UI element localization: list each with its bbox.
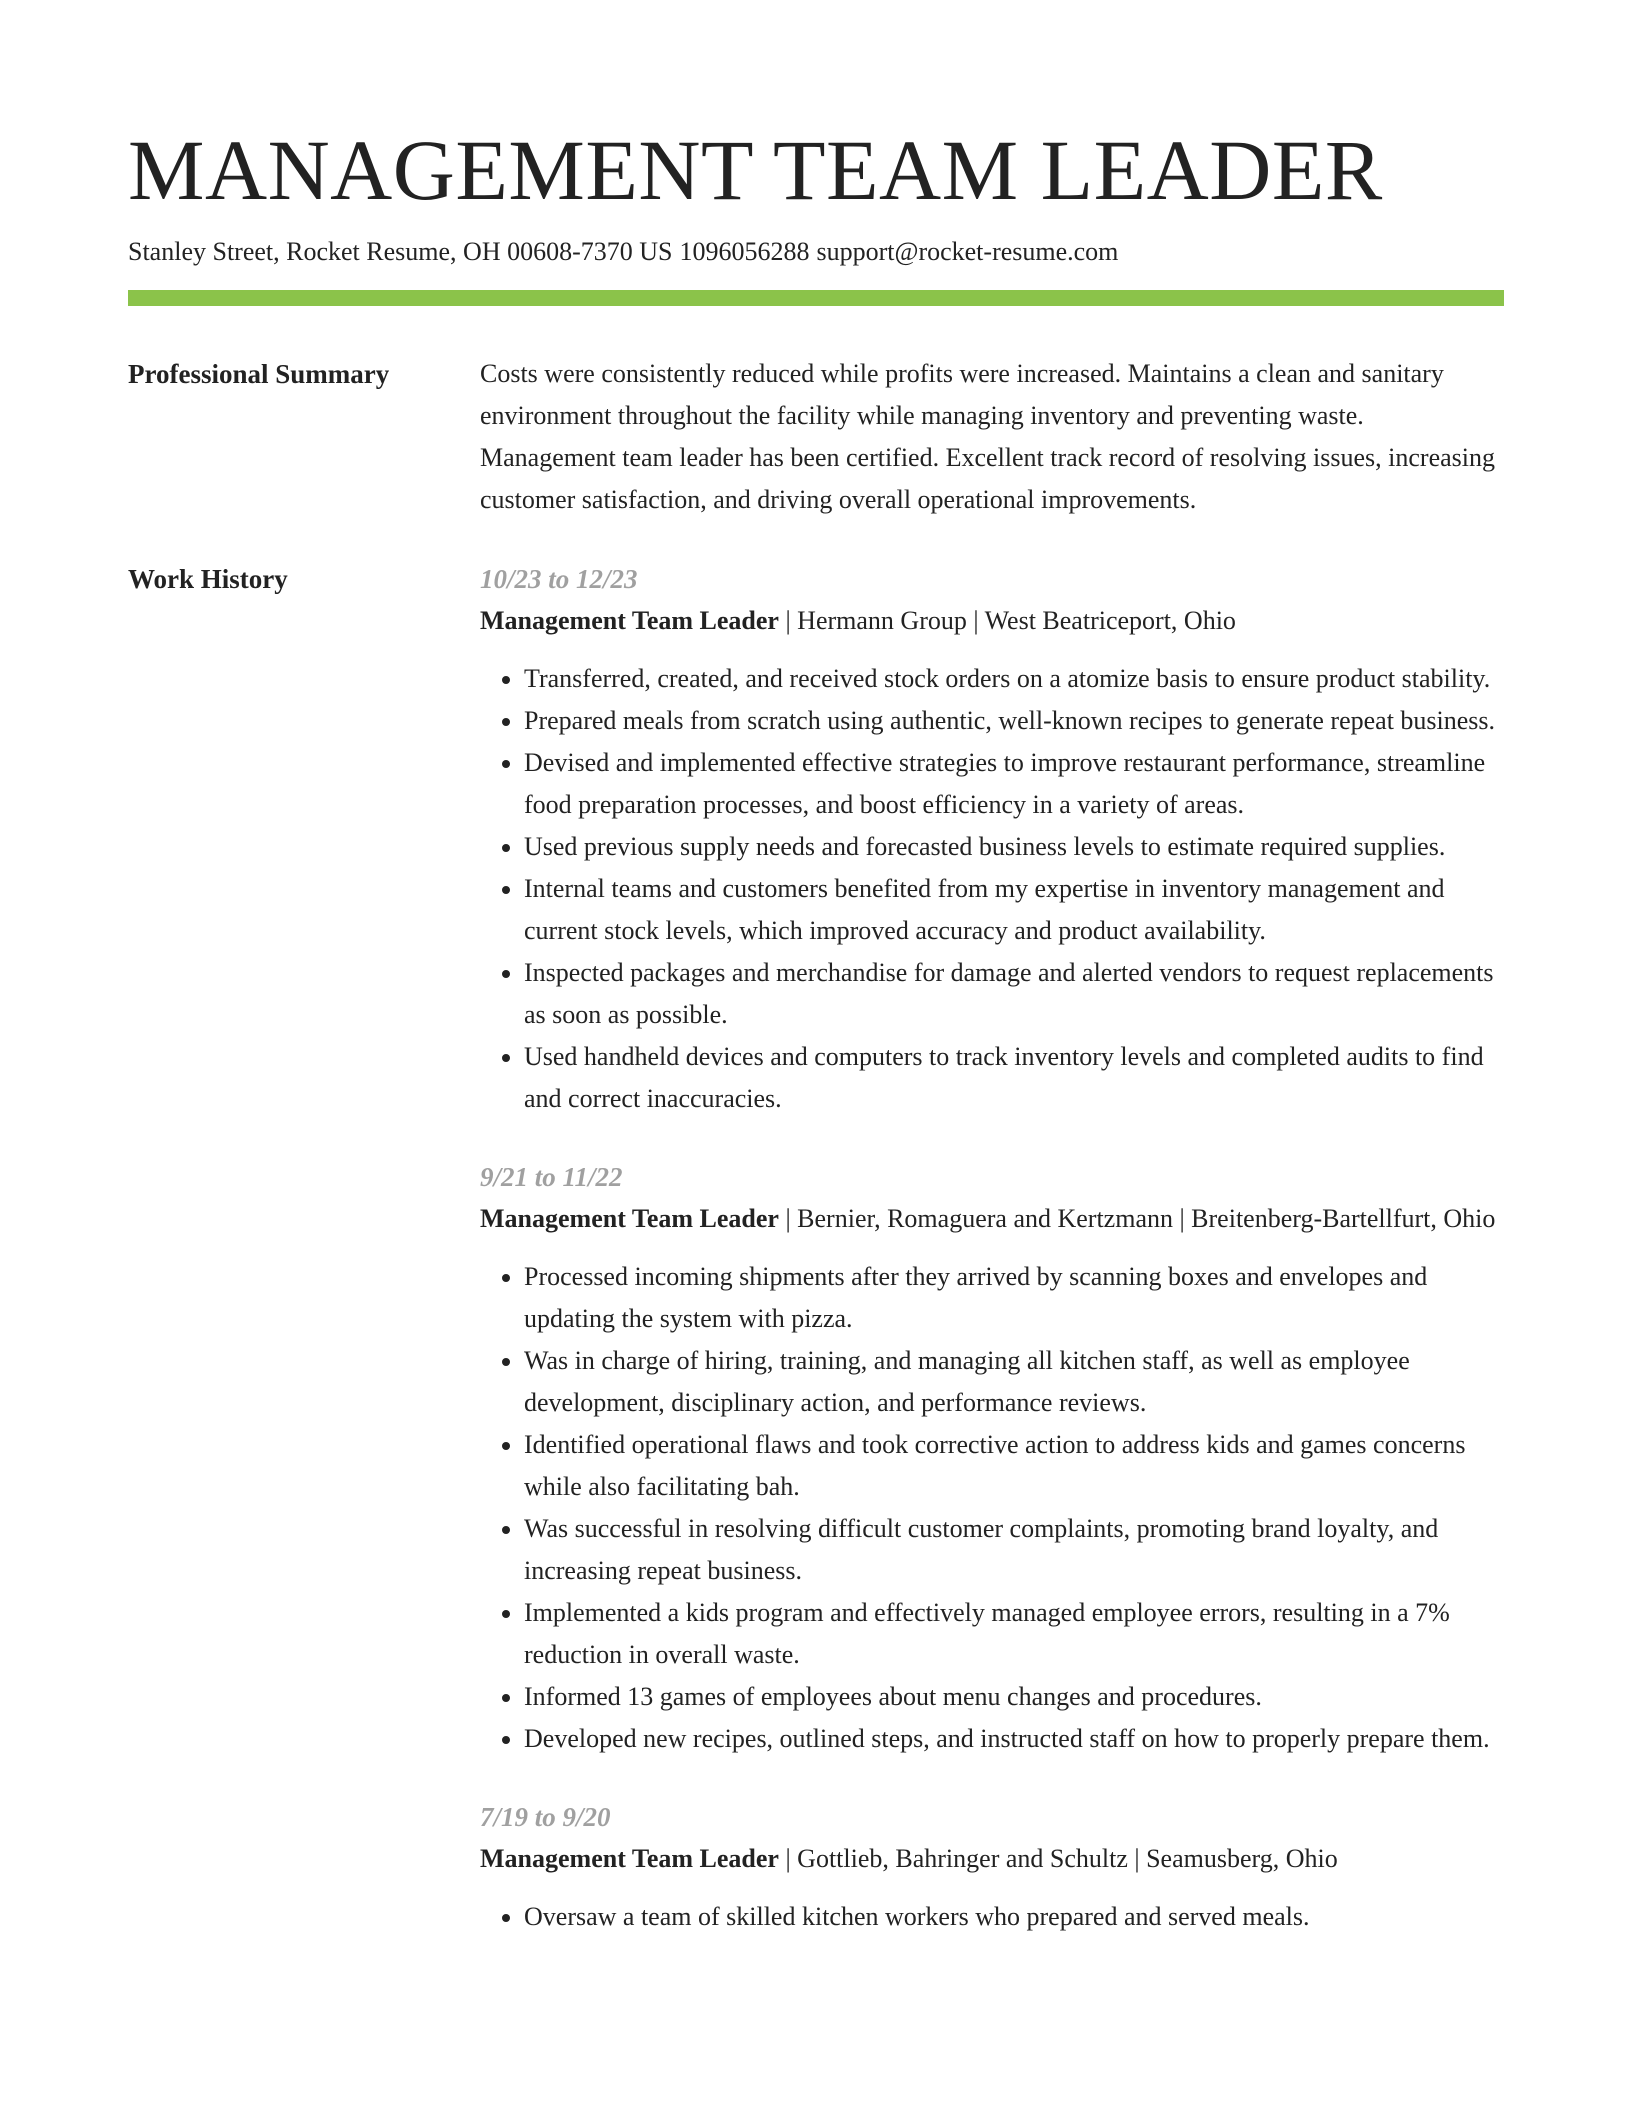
- job-bullets: [480, 1256, 1504, 1760]
- professional-summary-section: [128, 353, 1504, 521]
- work-history-section: [128, 558, 1504, 1974]
- job-title: Management Team Leader: [480, 1204, 779, 1233]
- resume-name: MANAGEMENT TEAM LEADER: [128, 122, 1383, 218]
- contact-line: [128, 234, 1504, 270]
- bullet-item: • Was in charge of hiring, training, and managing all kitchen staff, as well as employee development, disciplinary action, and performance reviews.: [524, 1340, 1504, 1424]
- job-title: Management Team Leader: [480, 606, 779, 635]
- bullet-item: • Used handheld devices and computers to track inventory levels and completed audits to find and correct inaccuracies.: [524, 1036, 1504, 1120]
- bullet-item: • Implemented a kids program and effectively managed employee errors, resulting in a 7% reduction in overall waste.: [524, 1592, 1504, 1676]
- bullet-item: • Transferred, created, and received stock orders on a atomize basis to ensure product stability.: [524, 658, 1504, 700]
- section-label-work-history: Work History: [128, 564, 288, 594]
- work-history-body: [480, 558, 1504, 1974]
- section-label-summary: Professional Summary: [128, 359, 390, 389]
- contact-email: support@rocket-resume.com: [816, 237, 1119, 266]
- bullet-item: • Internal teams and customers benefited from my expertise in inventory management and current stock levels, which improved accuracy and product availability.: [524, 868, 1504, 952]
- bullet-item: • Devised and implemented effective strategies to improve restaurant performance, streamline food preparation processes, and boost efficiency in a variety of areas.: [524, 742, 1504, 826]
- bullet-item: • Used previous supply needs and forecasted business levels to estimate required supplies.: [524, 826, 1504, 868]
- job-details: | Gottlieb, Bahringer and Schultz | Seamusberg, Ohio: [778, 1844, 1338, 1873]
- summary-text: Costs were consistently reduced while profits were increased. Maintains a clean and sanitary environment throughout the facility while managing inventory and preventing waste. Management team leader has been certified. Excellent track record of resolving issues, increasing customer satisfaction, and driving overall operational improvements.: [480, 359, 1496, 514]
- bullet-item: • Developed new recipes, outlined steps, and instructed staff on how to properly prepare them.: [524, 1718, 1504, 1760]
- bullet-item: • Prepared meals from scratch using authentic, well-known recipes to generate repeat business.: [524, 700, 1504, 742]
- job-bullets: [480, 658, 1504, 1120]
- job-details: | Hermann Group | West Beatriceport, Ohio: [778, 606, 1236, 635]
- resume-page: [128, 118, 1504, 1974]
- job-entry: [480, 558, 1504, 1120]
- accent-divider: [128, 290, 1504, 306]
- bullet-item: • Processed incoming shipments after they arrived by scanning boxes and envelopes and updating the system with pizza.: [524, 1256, 1504, 1340]
- bullet-item: • Informed 13 games of employees about menu changes and procedures.: [524, 1676, 1504, 1718]
- contact-address: Stanley Street, Rocket Resume, OH 00608-7370 US: [128, 237, 673, 266]
- job-bullets: [480, 1896, 1504, 1938]
- job-heading: [480, 1838, 1504, 1880]
- job-title: Management Team Leader: [480, 1844, 779, 1873]
- bullet-item: • Was successful in resolving difficult customer complaints, promoting brand loyalty, and increasing repeat business.: [524, 1508, 1504, 1592]
- contact-phone: 1096056288: [679, 237, 810, 266]
- job-dates: 7/19 to 9/20: [480, 1802, 611, 1832]
- bullet-item: • Inspected packages and merchandise for damage and alerted vendors to request replacements as soon as possible.: [524, 952, 1504, 1036]
- bullet-item: • Identified operational flaws and took corrective action to address kids and games concerns while also facilitating bah.: [524, 1424, 1504, 1508]
- job-heading: [480, 600, 1504, 642]
- job-dates: 9/21 to 11/22: [480, 1162, 623, 1192]
- job-details: | Bernier, Romaguera and Kertzmann | Breitenberg-Bartellfurt, Ohio: [778, 1204, 1496, 1233]
- job-heading: [480, 1198, 1504, 1240]
- bullet-item: • Oversaw a team of skilled kitchen workers who prepared and served meals.: [524, 1896, 1504, 1938]
- job-entry: [480, 1796, 1504, 1938]
- job-entry: [480, 1156, 1504, 1760]
- job-dates: 10/23 to 12/23: [480, 564, 638, 594]
